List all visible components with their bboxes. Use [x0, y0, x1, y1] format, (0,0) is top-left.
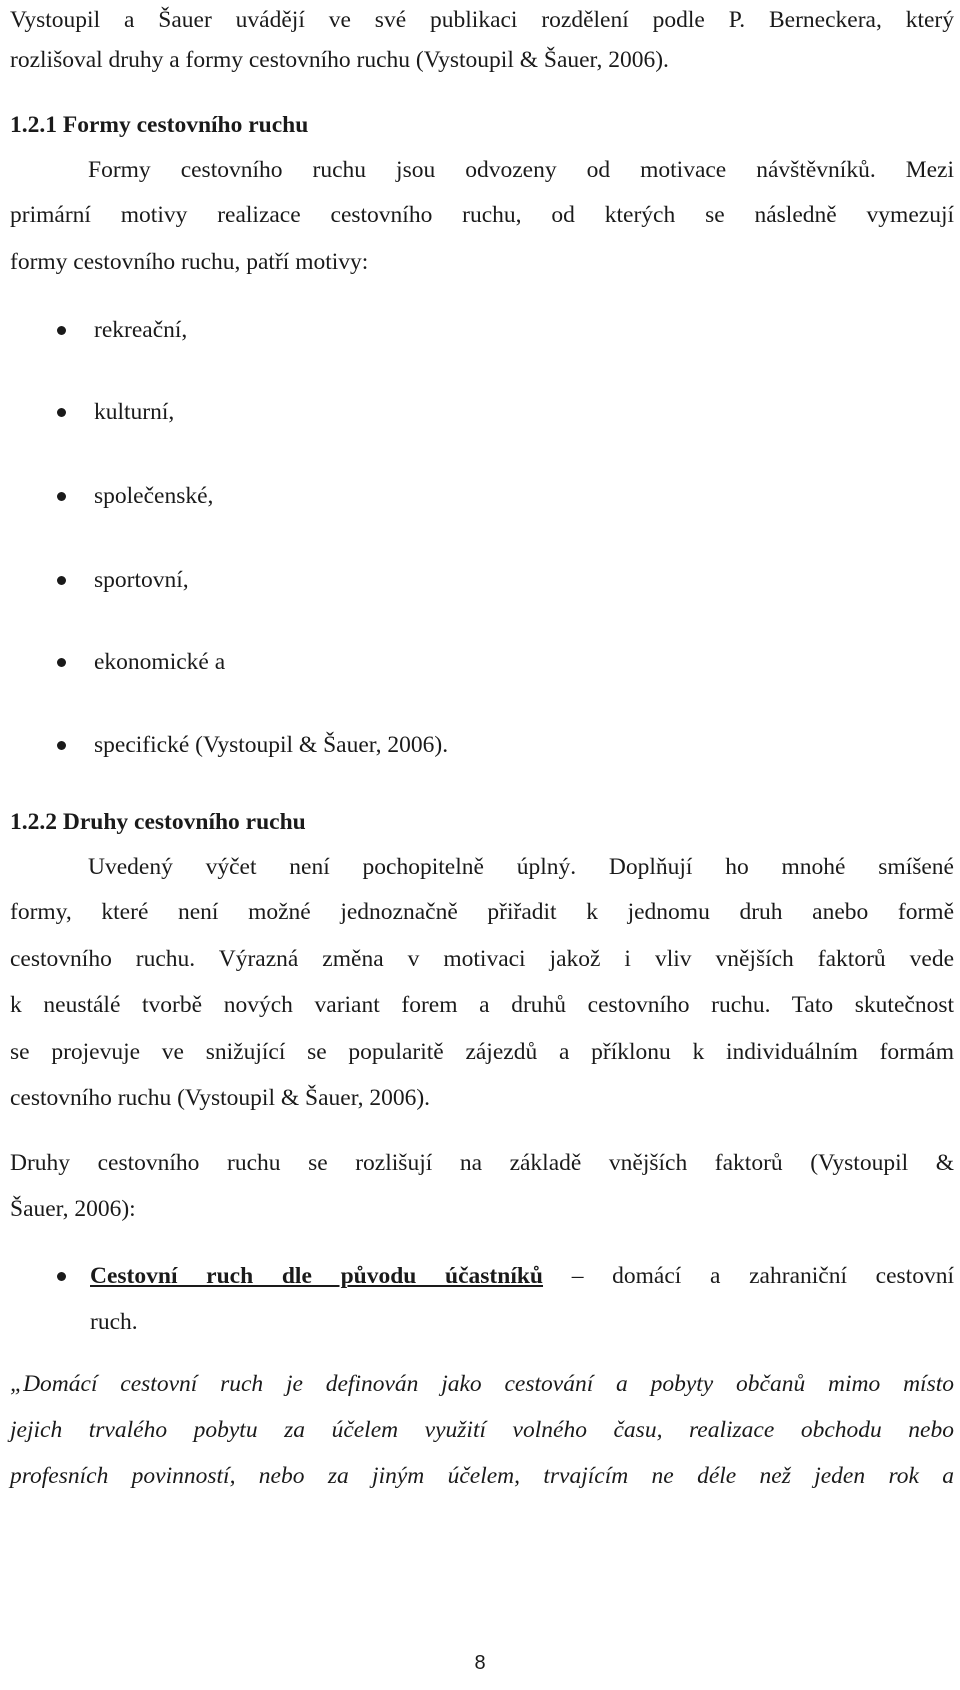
- bullet-icon: [57, 326, 66, 335]
- list-item: sportovní,: [94, 567, 189, 593]
- paragraph-line: Vystoupil a Šauer uvádějí ve své publikaci rozdělení podle P. Berneckera, který: [10, 7, 954, 33]
- bullet-icon: [57, 492, 66, 501]
- quote-line: „Domácí cestovní ruch je definován jako cestování a pobyty občanů mimo místo: [10, 1371, 954, 1397]
- bold-term: Cestovní ruch dle původu účastníků: [90, 1263, 544, 1289]
- section-heading: 1.2.2 Druhy cestovního ruchu: [10, 809, 306, 835]
- list-item: společenské,: [94, 483, 214, 509]
- paragraph-line: cestovního ruchu (Vystoupil & Šauer, 2006).: [10, 1085, 431, 1111]
- page-number: 8: [474, 1652, 486, 1674]
- list-item: rekreační,: [94, 317, 188, 343]
- list-item-text: – domácí a zahraniční cestovní: [543, 1263, 954, 1289]
- list-item: specifické (Vystoupil & Šauer, 2006).: [94, 732, 449, 758]
- section-heading: 1.2.1 Formy cestovního ruchu: [10, 112, 309, 138]
- bullet-icon: [57, 741, 66, 750]
- quote-line: profesních povinností, nebo za jiným účelem, trvajícím ne déle než jeden rok a: [10, 1463, 954, 1489]
- list-item-continuation: ruch.: [90, 1309, 138, 1335]
- paragraph-line: k neustálé tvorbě nových variant forem a druhů cestovního ruchu. Tato skutečnost: [10, 992, 954, 1018]
- paragraph-line: rozlišoval druhy a formy cestovního ruchu (Vystoupil & Šauer, 2006).: [10, 47, 669, 73]
- paragraph-line: Druhy cestovního ruchu se rozlišují na základě vnějších faktorů (Vystoupil &: [10, 1150, 954, 1176]
- paragraph-line: formy, které není možné jednoznačně přiřadit k jednomu druh anebo formě: [10, 899, 954, 925]
- bullet-icon: [57, 576, 66, 585]
- bullet-icon: [57, 1272, 66, 1281]
- paragraph-line: Formy cestovního ruchu jsou odvozeny od motivace návštěvníků. Mezi: [88, 157, 954, 183]
- paragraph-line: cestovního ruchu. Výrazná změna v motivaci jakož i vliv vnějších faktorů vede: [10, 946, 954, 972]
- quote-line: jejich trvalého pobytu za účelem využití volného času, realizace obchodu nebo: [10, 1417, 954, 1443]
- bullet-icon: [57, 658, 66, 667]
- paragraph-line: primární motivy realizace cestovního ruchu, od kterých se následně vymezují: [10, 202, 954, 228]
- list-item: ekonomické a: [94, 649, 226, 675]
- list-item: [90, 1261, 954, 1291]
- list-item: kulturní,: [94, 399, 175, 425]
- paragraph-line: Šauer, 2006):: [10, 1196, 136, 1222]
- paragraph-line: Uvedený výčet není pochopitelně úplný. Doplňují ho mnohé smíšené: [88, 854, 954, 880]
- bullet-icon: [57, 408, 66, 417]
- paragraph-line: formy cestovního ruchu, patří motivy:: [10, 249, 369, 275]
- paragraph-line: se projevuje ve snižující se popularitě zájezdů a příklonu k individuálním formám: [10, 1039, 954, 1065]
